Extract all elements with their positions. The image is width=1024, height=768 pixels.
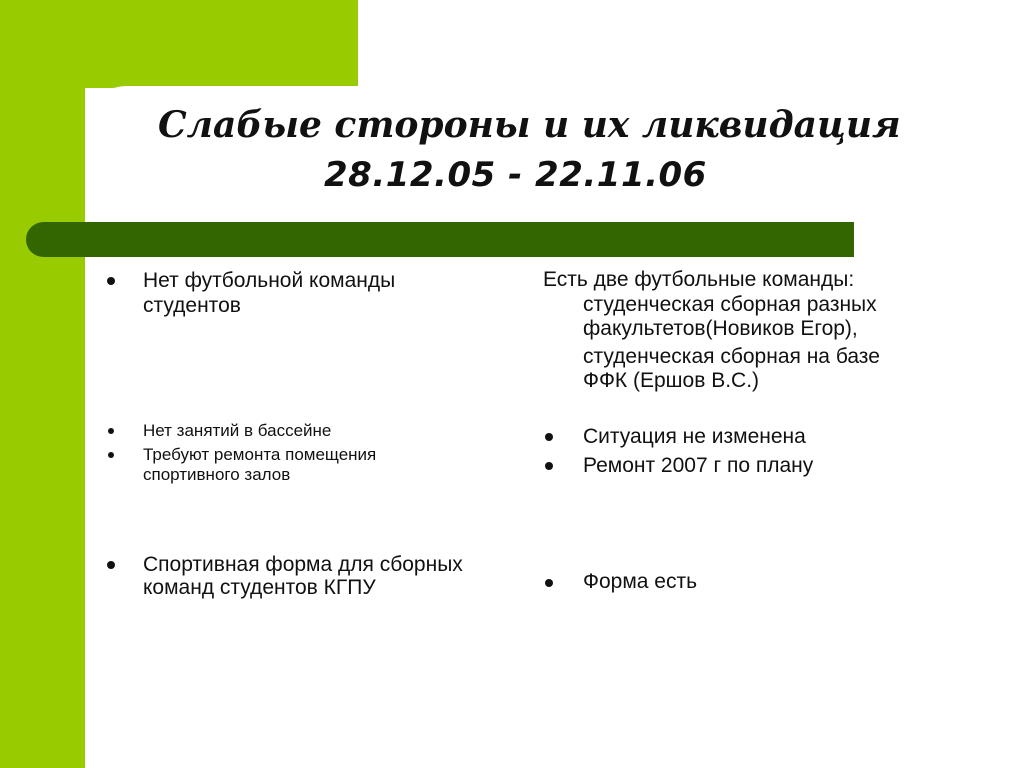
title-divider-bar (26, 222, 854, 257)
right-intro: Есть две футбольные команды: (543, 268, 855, 291)
slide-title: Слабые стороны и их ликвидация (158, 104, 901, 146)
bullet-icon (107, 561, 115, 569)
left-item-1-line-2: студентов (143, 294, 241, 317)
left-item-4-line-2: команд студентов КГПУ (143, 576, 376, 599)
bullet-icon (108, 428, 114, 434)
slide-date-range: 28.12.05 - 22.11.06 (324, 155, 707, 195)
lime-accent-vertical (0, 0, 85, 768)
right-item-2: Ремонт 2007 г по плану (583, 454, 814, 477)
bullet-icon (107, 277, 115, 285)
left-item-2-line-1: Нет занятий в бассейне (143, 421, 332, 440)
right-sub-line-3: студенческая сборная на базе (583, 345, 880, 368)
right-sub-line-1: студенческая сборная разных (583, 293, 877, 316)
left-item-4-line-1: Спортивная форма для сборных (143, 553, 463, 576)
bullet-icon (108, 452, 114, 458)
right-item-1: Ситуация не изменена (583, 425, 806, 448)
bullet-icon (545, 579, 553, 587)
lime-accent-top (0, 0, 358, 88)
left-item-1-line-1: Нет футбольной команды (143, 269, 396, 292)
bullet-icon (545, 433, 553, 441)
right-sub-line-2: факультетов(Новиков Егор), (583, 317, 858, 340)
right-item-3: Форма есть (583, 570, 698, 593)
left-item-3-line-2: спортивного залов (143, 465, 291, 484)
left-item-3-line-1: Требуют ремонта помещения (143, 445, 377, 464)
bullet-icon (545, 462, 553, 470)
right-sub-line-4: ФФК (Ершов В.С.) (583, 369, 760, 392)
